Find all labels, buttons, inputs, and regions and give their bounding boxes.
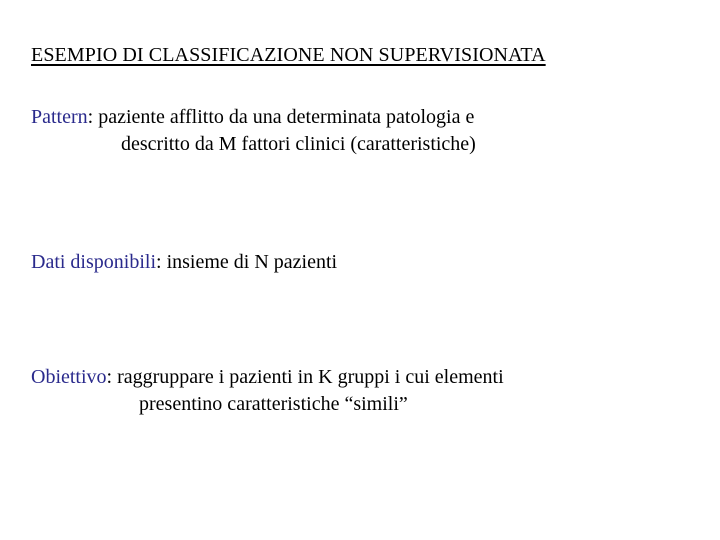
obiettivo-text-line1: raggruppare i pazienti in K gruppi i cui elementi [117, 366, 504, 388]
pattern-separator: : [87, 106, 99, 128]
pattern-text-line1: paziente afflitto da una determinata patologia e [98, 106, 475, 128]
obiettivo-term: Obiettivo [31, 366, 107, 388]
obiettivo-definition [31, 364, 504, 418]
dati-term: Dati disponibili [31, 251, 156, 273]
obiettivo-text-line2: presentino caratteristiche “simili” [139, 393, 408, 415]
slide-title: ESEMPIO DI CLASSIFICAZIONE NON SUPERVISIONATA [31, 44, 546, 66]
dati-text-line1: insieme di N pazienti [166, 251, 338, 273]
obiettivo-separator: : [106, 366, 118, 388]
pattern-definition [31, 104, 476, 158]
dati-separator: : [156, 251, 167, 273]
pattern-text-line2: descritto da M fattori clinici (caratteristiche) [121, 133, 476, 155]
pattern-term: Pattern [31, 106, 88, 128]
dati-definition [31, 249, 337, 276]
